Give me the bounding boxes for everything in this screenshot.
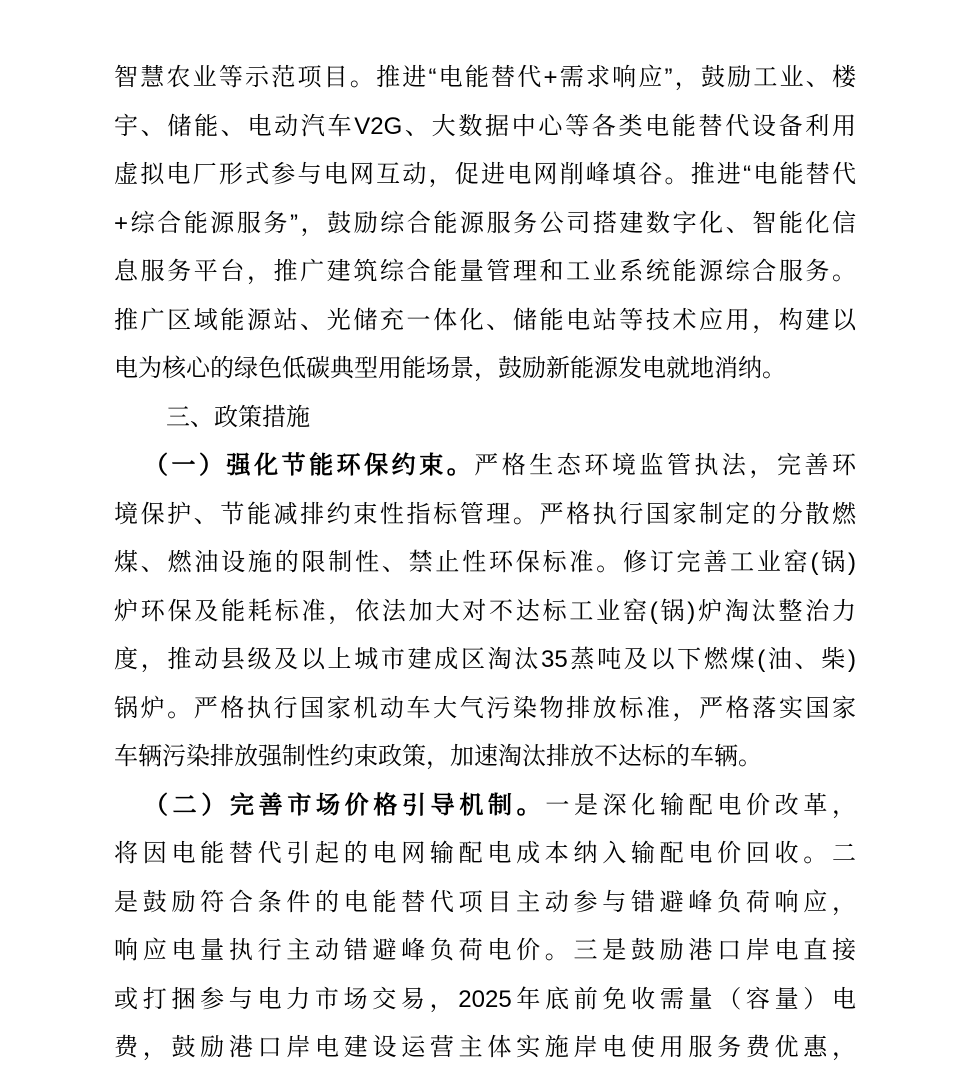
subsection-2-title: （二）完善市场价格引导机制。 [144, 791, 546, 819]
text-line: 虚拟电厂形式参与电网互动，促进电网削峰填谷。推进“电能替代 [114, 161, 856, 188]
subsection-2-lead-line [114, 782, 856, 831]
text-line: 锅炉。严格执行国家机动车大气污染物排放标准，严格落实国家 [114, 694, 856, 722]
subsection-1-lead-text: 严格生态环境监管执法，完善环 [474, 452, 856, 479]
document-text-block [114, 54, 856, 1073]
subsection-1-lead-line [114, 442, 856, 491]
text-line: 是鼓励符合条件的电能替代项目主动参与错避峰负荷响应， [114, 888, 856, 916]
section-heading-policy-measures: 三、政策措施 [166, 403, 310, 431]
text-line: 煤、燃油设施的限制性、禁止性环保标准。修订完善工业窑(锅) [114, 549, 856, 576]
paragraph-end-line: 车辆污染排放强制性约束政策，加速淘汰排放不达标的车辆。 [114, 743, 762, 770]
text-line: 境保护、节能减排约束性指标管理。严格执行国家制定的分散燃 [114, 500, 856, 528]
text-line: 宇、储能、电动汽车V2G、大数据中心等各类电能替代设备利用 [114, 112, 856, 140]
text-line: 将因电能替代引起的电网输配电成本纳入输配电价回收。二 [114, 840, 856, 867]
text-line: 智慧农业等示范项目。推进“电能替代+需求响应”，鼓励工业、楼 [114, 64, 856, 91]
text-line: 或打捆参与电力市场交易，2025年底前免收需量（容量）电 [114, 985, 856, 1013]
text-line: 费，鼓励港口岸电建设运营主体实施岸电使用服务费优惠， [114, 1034, 856, 1061]
text-line: 响应电量执行主动错避峰负荷电价。三是鼓励港口岸电直接 [114, 937, 856, 964]
text-line: 息服务平台，推广建筑综合能量管理和工业系统能源综合服务。 [114, 258, 856, 285]
text-line: +综合能源服务”，鼓励综合能源服务公司搭建数字化、智能化信 [114, 209, 856, 237]
paragraph-end-line: 电为核心的绿色低碳典型用能场景，鼓励新能源发电就地消纳。 [114, 355, 786, 382]
text-line: 度，推动县级及以上城市建成区淘汰35蒸吨及以下燃煤(油、柴) [114, 646, 856, 673]
text-line: 炉环保及能耗标准，依法加大对不达标工业窑(锅)炉淘汰整治力 [114, 597, 856, 625]
subsection-2-lead-text: 一是深化输配电价改革， [545, 791, 856, 819]
text-line: 推广区域能源站、光储充一体化、储能电站等技术应用，构建以 [114, 306, 856, 334]
subsection-1-title: （一）强化节能环保约束。 [144, 452, 475, 479]
